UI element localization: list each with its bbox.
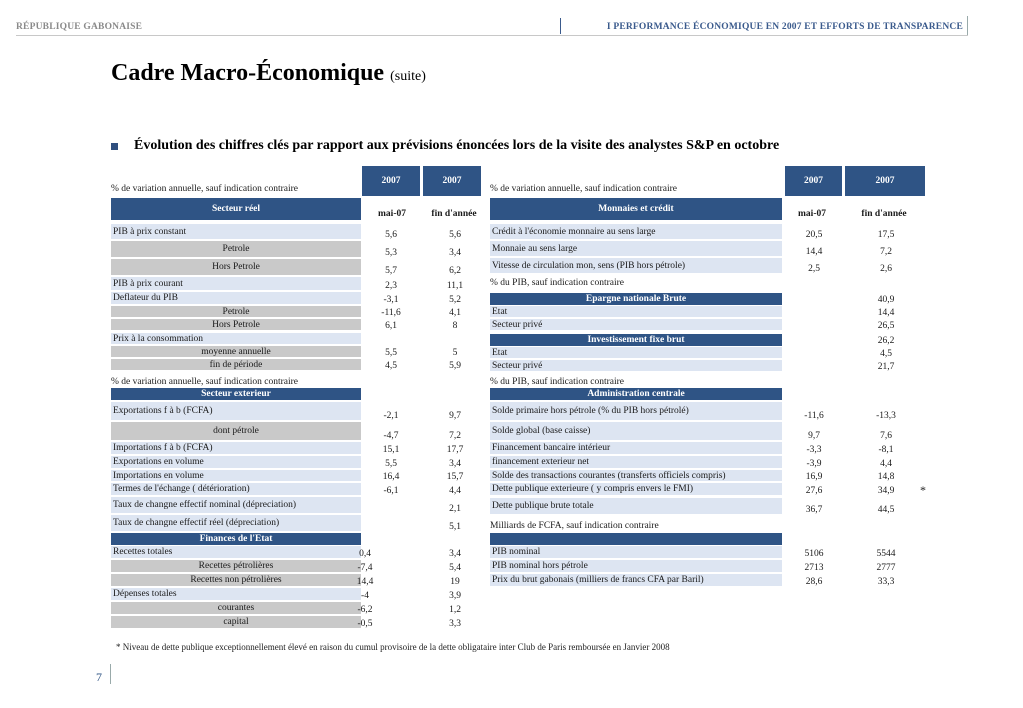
reel-row-value-fin: 5 [452, 348, 458, 358]
reel-row-value-fin: 8 [452, 321, 458, 331]
admin-row-value-fin: 44,5 [877, 505, 895, 515]
fin-row-value-mai: -4 [361, 591, 369, 601]
ext-row-value-mai: 5,5 [385, 459, 397, 469]
monnaie-row-value-fin: 7,2 [880, 247, 892, 257]
ext-row-value-mai: -4,7 [383, 431, 399, 441]
milliards-row-value-mai: 2713 [804, 563, 824, 573]
dette-star-marker: * [920, 483, 926, 497]
admin-row-value-fin: 7,6 [880, 431, 892, 441]
ext-row-value-fin: 15,7 [446, 472, 464, 482]
ext-row-value-fin: 7,2 [449, 431, 461, 441]
fin-row-value-fin: 1,2 [449, 605, 461, 615]
milliards-row-value-fin: 2777 [876, 563, 896, 573]
monnaie-row-label: Crédit à l'économie monnaire au sens large [490, 224, 782, 240]
fin-row-label: courantes [111, 602, 361, 615]
milliards-row-value-mai: 5106 [804, 549, 824, 559]
reel-row-value-mai: -3,1 [383, 295, 399, 305]
ext-row-label: dont pétrole [111, 422, 361, 441]
band-finances-etat: Finances de l'Etat [111, 533, 361, 545]
right-col-mai: mai-07 [798, 209, 826, 219]
reel-row-label: PIB à prix courant [111, 277, 361, 291]
title-suffix: (suite) [390, 69, 426, 84]
header-separator [560, 18, 561, 34]
reel-row-label: Deflateur du PIB [111, 292, 361, 305]
ext-row-label: Importations en volume [111, 470, 361, 482]
reel-row-value-mai: 5,3 [385, 248, 397, 258]
ext-row-value-mai: 16,4 [382, 472, 400, 482]
ext-row-value-fin: 4,4 [449, 486, 461, 496]
right-note-variation: % de variation annuelle, sauf indication contraire [490, 184, 678, 194]
fin-row-value-mai: -7,4 [357, 563, 373, 573]
reel-row-label: fin de période [111, 359, 361, 371]
admin-row-value-mai: -11,6 [804, 411, 824, 421]
monnaie-row-label: Monnaie au sens large [490, 241, 782, 257]
fin-row-value-fin: 3,3 [449, 619, 461, 629]
page-number-bar [110, 664, 111, 684]
reel-row-label: Hors Petrole [111, 319, 361, 331]
invest-row-label: Secteur privé [490, 360, 782, 372]
band-milliards [490, 533, 782, 545]
reel-row-value-fin: 5,9 [449, 361, 461, 371]
fin-row-value-fin: 19 [450, 577, 460, 587]
ext-row-value-mai: -6,1 [383, 486, 399, 496]
admin-row-value-mai: -3,3 [806, 445, 822, 455]
reel-row-value-mai: 5,7 [385, 266, 397, 276]
invest-total: 26,2 [877, 336, 895, 346]
reel-row-value-fin: 6,2 [449, 266, 461, 276]
monnaie-row-value-mai: 14,4 [805, 247, 823, 257]
left-year-header-1: 2007 [362, 166, 420, 196]
monnaie-row-value-mai: 20,5 [805, 230, 823, 240]
right-year-header-1: 2007 [785, 166, 842, 196]
milliards-row-label: PIB nominal [490, 546, 782, 559]
country-header: RÉPUBLIQUE GABONAISE [16, 22, 143, 32]
admin-row-label: financement exterieur net [490, 456, 782, 469]
reel-row-label: Petrole [111, 306, 361, 318]
admin-row-value-mai: 27,6 [805, 486, 823, 496]
ext-row-value-mai: 15,1 [382, 445, 400, 455]
ext-row-value-fin: 17,7 [446, 445, 464, 455]
milliards-row-value-fin: 33,3 [877, 577, 895, 587]
reel-row-value-fin: 3,4 [449, 248, 461, 258]
admin-row-value-fin: 14,8 [877, 472, 895, 482]
section-header: I PERFORMANCE ÉCONOMIQUE EN 2007 ET EFFORTS DE TRANSPARENCE [606, 22, 963, 32]
fin-row-label: Recettes totales [111, 546, 361, 559]
band-secteur-reel: Secteur réel [111, 198, 361, 220]
fin-row-label: capital [111, 616, 361, 629]
left-note-variation: % de variation annuelle, sauf indication contraire [111, 184, 299, 194]
reel-row-value-mai: 5,5 [385, 348, 397, 358]
fin-row-label: Recettes non pétrolières [111, 574, 361, 587]
reel-row-value-mai: -11,6 [381, 308, 401, 318]
epargne-row-label: Secteur privé [490, 319, 782, 331]
ext-row-label: Taux de changne effectif réel (dépreciation) [111, 515, 361, 532]
admin-row-value-fin: -8,1 [878, 445, 894, 455]
fin-row-value-fin: 5,4 [449, 563, 461, 573]
reel-row-value-mai: 2,3 [385, 281, 397, 291]
epargne-total: 40,9 [877, 295, 895, 305]
admin-row-value-mai: 16,9 [805, 472, 823, 482]
admin-row-label: Dette publique exterieure ( y compris envers le FMI) [490, 483, 782, 496]
band-monnaies-credit: Monnaies et crédit [490, 198, 782, 220]
ext-row-label: Termes de l'échange ( détérioration) [111, 483, 361, 496]
invest-row-label: Etat [490, 347, 782, 359]
band-investissement: Investissement fixe brut [490, 334, 782, 346]
reel-row-value-fin: 5,2 [449, 295, 461, 305]
milliards-row-label: Prix du brut gabonais (milliers de francs CFA par Baril) [490, 574, 782, 587]
right-note-pib: % du PIB, sauf indication contraire [490, 278, 625, 288]
admin-row-label: Financement bancaire intérieur [490, 442, 782, 455]
milliards-row-value-fin: 5544 [876, 549, 896, 559]
reel-row-label: moyenne annuelle [111, 346, 361, 358]
epargne-row-value-fin: 26,5 [877, 321, 895, 331]
epargne-row-value-fin: 14,4 [877, 308, 895, 318]
right-col-fin: fin d'année [861, 209, 907, 219]
ext-row-value-fin: 5,1 [449, 522, 461, 532]
reel-row-value-mai: 5,6 [385, 230, 397, 240]
ext-row-value-mai: -2,1 [383, 411, 399, 421]
reel-row-value-mai: 4,5 [385, 361, 397, 371]
admin-row-value-mai: 36,7 [805, 505, 823, 515]
band-administration: Administration centrale [490, 388, 782, 400]
reel-row-label: Prix à la consommation [111, 333, 361, 345]
bullet-square-icon [111, 143, 118, 150]
fin-row-label: Recettes pétrolières [111, 560, 361, 573]
monnaie-row-value-mai: 2,5 [808, 264, 820, 274]
ext-row-label: Taux de changne effectif nominal (dépreciation) [111, 497, 361, 514]
admin-row-label: Dette publique brute totale [490, 498, 782, 515]
fin-row-value-fin: 3,9 [449, 591, 461, 601]
milliards-row-label: PIB nominal hors pétrole [490, 560, 782, 573]
footnote: * Niveau de dette publique exceptionnellement élevé en raison du cumul provisoire de la dette obligataire inter Club de Paris remboursée en Janvier 2008 [116, 642, 670, 652]
page-number: 7 [96, 670, 102, 684]
page-title [111, 60, 426, 87]
monnaie-row-value-fin: 2,6 [880, 264, 892, 274]
admin-row-value-mai: 9,7 [808, 431, 820, 441]
admin-row-label: Solde global (base caisse) [490, 422, 782, 441]
ext-row-value-fin: 3,4 [449, 459, 461, 469]
left-col-fin: fin d'année [431, 209, 477, 219]
milliards-row-value-mai: 28,6 [805, 577, 823, 587]
reel-row-label: Hors Petrole [111, 259, 361, 276]
header-right-bar [967, 16, 968, 36]
reel-row-value-mai: 6,1 [385, 321, 397, 331]
ext-row-label: Exportations f à b (FCFA) [111, 402, 361, 421]
left-year-header-2: 2007 [423, 166, 481, 196]
fin-row-value-fin: 3,4 [449, 549, 461, 559]
admin-row-value-fin: -13,3 [876, 411, 896, 421]
ext-row-label: Importations f à b (FCFA) [111, 442, 361, 455]
band-secteur-exterieur: Secteur exterieur [111, 388, 361, 400]
fin-row-value-mai: -6,2 [357, 605, 373, 615]
fin-row-value-mai: 14,4 [356, 577, 374, 587]
epargne-row-label: Etat [490, 306, 782, 318]
band-epargne: Epargne nationale Brute [490, 293, 782, 305]
admin-row-label: Solde des transactions courantes (transferts officiels compris) [490, 470, 782, 482]
right-note-pib-2: % du PIB, sauf indication contraire [490, 377, 625, 387]
reel-row-label: Petrole [111, 241, 361, 258]
invest-row-value-fin: 4,5 [880, 349, 892, 359]
reel-row-value-fin: 11,1 [446, 281, 464, 291]
admin-row-value-fin: 34,9 [877, 486, 895, 496]
bullet-text: Évolution des chiffres clés par rapport aux prévisions énoncées lors de la visite des analystes S&P en octobre [134, 138, 780, 153]
ext-row-value-fin: 2,1 [449, 504, 461, 514]
title-main: Cadre Macro-Économique [111, 60, 385, 86]
reel-row-label: PIB à prix constant [111, 224, 361, 240]
invest-row-value-fin: 21,7 [877, 362, 895, 372]
bullet-heading [111, 138, 779, 154]
fin-row-label: Dépenses totales [111, 588, 361, 601]
monnaie-row-label: Vitesse de circulation mon, sens (PIB hors pétrole) [490, 258, 782, 274]
reel-row-value-fin: 4,1 [449, 308, 461, 318]
left-col-mai: mai-07 [378, 209, 406, 219]
monnaie-row-value-fin: 17,5 [877, 230, 895, 240]
left-note-variation-2: % de variation annuelle, sauf indication contraire [111, 377, 299, 387]
admin-row-label: Solde primaire hors pétrole (% du PIB hors pétrolé) [490, 402, 782, 421]
reel-row-value-fin: 5,6 [449, 230, 461, 240]
fin-row-value-mai: -0,5 [357, 619, 373, 629]
ext-row-value-fin: 9,7 [449, 411, 461, 421]
header-rule [16, 35, 968, 36]
admin-row-value-mai: -3,9 [806, 459, 822, 469]
right-note-milliards: Milliards de FCFA, sauf indication contraire [490, 521, 659, 531]
ext-row-label: Exportations en volume [111, 456, 361, 469]
fin-row-value-mai: 0,4 [359, 549, 371, 559]
right-year-header-2: 2007 [845, 166, 925, 196]
admin-row-value-fin: 4,4 [880, 459, 892, 469]
